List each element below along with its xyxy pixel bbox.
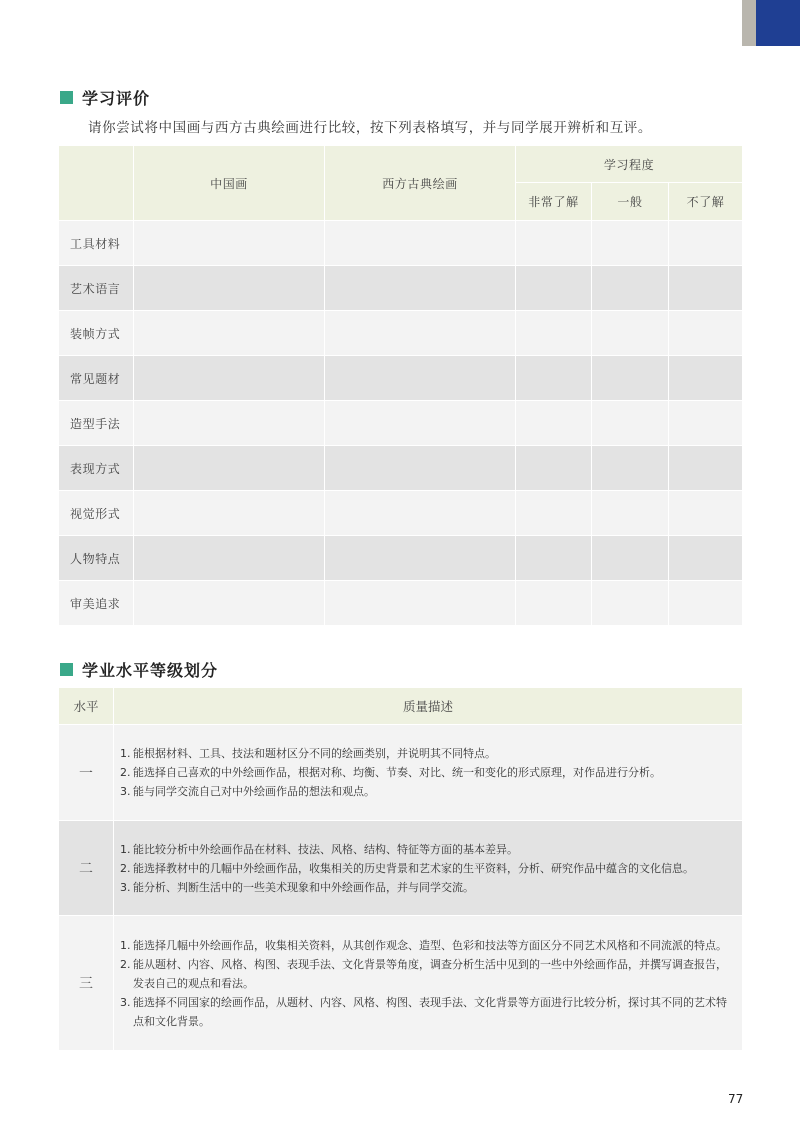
empty-input-cell [516,311,592,356]
table-row [59,446,743,491]
table-row [59,221,743,266]
list-item-text: 能分析、判断生活中的一些美术现象和中外绘画作品，并与同学交流。 [133,880,474,894]
empty-input-cell [134,581,325,626]
empty-input-cell [669,491,743,536]
empty-input-cell [592,536,669,581]
list-item-text: 能选择不同国家的绘画作品，从题材、内容、风格、构图、表现手法、文化背景等方面进行比较分析，探讨其不同的艺术特点和文化背景。 [133,995,727,1028]
list-item-text: 能选择教材中的几幅中外绘画作品，收集相关的历史背景和艺术家的生平资料，分析、研究作品中蕴含的文化信息。 [133,861,694,875]
list-item [120,840,734,859]
empty-input-cell [516,221,592,266]
empty-input-cell [134,266,325,311]
level-label: 三 [59,916,114,1051]
list-item [120,993,734,1031]
empty-input-cell [592,266,669,311]
empty-input-cell [134,446,325,491]
header-quality-description: 质量描述 [114,688,743,725]
list-item-number: 3. [120,995,131,1009]
list-item-text: 能选择自己喜欢的中外绘画作品，根据对称、均衡、节奏、对比、统一和变化的形式原理，对作品进行分析。 [133,766,661,779]
row-label: 装帧方式 [59,311,134,356]
list-item [120,955,734,993]
empty-input-cell [592,581,669,626]
empty-input-cell [592,401,669,446]
empty-input-cell [592,221,669,266]
header-chinese-painting: 中国画 [134,146,325,221]
description-cell [114,725,743,821]
list-item [120,859,734,878]
section-marker-icon [60,91,73,104]
section-title-evaluation [60,86,150,109]
section-title-text: 学习评价 [82,89,151,108]
row-label: 视觉形式 [59,491,134,536]
empty-input-cell [669,311,743,356]
header-degree-very-well: 非常了解 [516,183,592,221]
list-item-number: 3. [120,785,131,798]
level-label: 一 [59,725,114,821]
table-row [59,916,743,1051]
empty-input-cell [516,446,592,491]
section-marker-icon [60,663,73,676]
list-item-number: 2. [120,861,131,875]
empty-input-cell [325,446,516,491]
empty-input-cell [669,221,743,266]
header-degree-average: 一般 [592,183,669,221]
table-row [59,266,743,311]
empty-input-cell [325,311,516,356]
empty-input-cell [325,356,516,401]
empty-input-cell [669,536,743,581]
empty-input-cell [669,266,743,311]
empty-input-cell [516,356,592,401]
table-row [59,581,743,626]
header-western-painting: 西方古典绘画 [325,146,516,221]
empty-input-cell [592,491,669,536]
description-cell [114,821,743,916]
empty-input-cell [325,536,516,581]
row-label: 表现方式 [59,446,134,491]
list-item-text: 能根据材料、工具、技法和题材区分不同的绘画类别，并说明其不同特点。 [133,747,496,760]
table-row [59,491,743,536]
empty-input-cell [592,356,669,401]
empty-input-cell [669,356,743,401]
empty-input-cell [592,446,669,491]
table-row [59,401,743,446]
intro-text: 请你尝试将中国画与西方古典绘画进行比较，按下列表格填写，并与同学展开辨析和互评。 [88,120,652,136]
list-item-number: 1. [120,938,131,952]
corner-decoration-gray [742,0,756,46]
list-item-number: 1. [120,842,131,856]
empty-input-cell [516,266,592,311]
level-label: 二 [59,821,114,916]
list-item [120,782,734,801]
description-cell [114,916,743,1051]
list-item-number: 3. [120,880,131,894]
empty-input-cell [134,221,325,266]
empty-input-cell [134,401,325,446]
row-label: 人物特点 [59,536,134,581]
header-degree-not-understood: 不了解 [669,183,743,221]
section-title-text: 学业水平等级划分 [82,661,219,680]
empty-input-cell [134,356,325,401]
list-item-text: 能与同学交流自己对中外绘画作品的想法和观点。 [133,785,375,798]
corner-decoration-blue [756,0,800,46]
empty-input-cell [134,536,325,581]
list-item-text: 能从题材、内容、风格、构图、表现手法、文化背景等角度，调查分析生活中见到的一些中外绘画作品，并撰写调查报告，发表自己的观点和看法。 [133,957,727,990]
empty-input-cell [516,491,592,536]
table-row [59,725,743,821]
empty-input-cell [325,266,516,311]
table-row [59,536,743,581]
list-item [120,744,734,763]
empty-input-cell [134,491,325,536]
list-item-number: 2. [120,957,131,971]
empty-input-cell [134,311,325,356]
empty-input-cell [325,581,516,626]
empty-input-cell [325,221,516,266]
empty-input-cell [516,581,592,626]
header-learning-degree: 学习程度 [516,146,743,183]
empty-input-cell [516,401,592,446]
list-item-text: 能选择几幅中外绘画作品，收集相关资料，从其创作观念、造型、色彩和技法等方面区分不同艺术风格和不同流派的特点。 [133,938,727,952]
list-item-number: 1. [120,747,131,760]
empty-input-cell [325,491,516,536]
table-row [59,821,743,916]
header-blank-cell [59,146,134,221]
level-table [58,687,743,1051]
empty-input-cell [669,401,743,446]
table-row [59,311,743,356]
header-level: 水平 [59,688,114,725]
evaluation-table [58,145,743,626]
list-item [120,878,734,897]
row-label: 艺术语言 [59,266,134,311]
section-title-levels [60,658,218,681]
row-label: 工具材料 [59,221,134,266]
empty-input-cell [592,311,669,356]
empty-input-cell [325,401,516,446]
page-number: 77 [728,1092,744,1106]
list-item [120,763,734,782]
list-item-number: 2. [120,766,131,779]
list-item [120,936,734,955]
list-item-text: 能比较分析中外绘画作品在材料、技法、风格、结构、特征等方面的基本差异。 [133,842,518,856]
row-label: 造型手法 [59,401,134,446]
row-label: 审美追求 [59,581,134,626]
empty-input-cell [516,536,592,581]
empty-input-cell [669,581,743,626]
table-row [59,356,743,401]
row-label: 常见题材 [59,356,134,401]
empty-input-cell [669,446,743,491]
